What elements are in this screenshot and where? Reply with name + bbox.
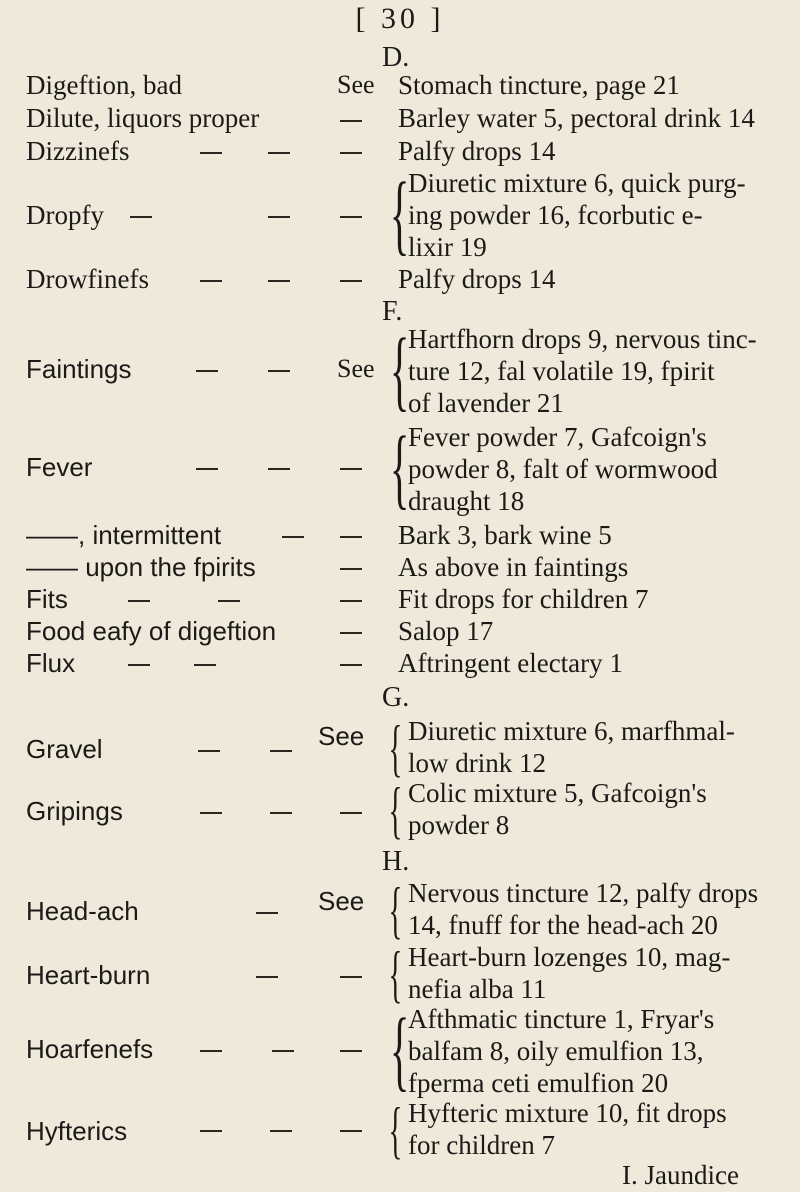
ditto-dash: [218, 600, 240, 602]
ditto-dash: [256, 912, 278, 914]
index-term: Hyfterics: [26, 1116, 128, 1146]
index-reference: fperma ceti emulfion 20: [408, 1068, 669, 1098]
index-reference: low drink 12: [408, 748, 546, 778]
ditto-dash: [340, 664, 362, 666]
page-number: [ 30 ]: [355, 2, 445, 35]
index-reference: lixir 19: [408, 232, 487, 262]
index-term: Hoarfenefs: [26, 1034, 154, 1064]
index-reference: balfam 8, oily emulfion 13,: [408, 1036, 704, 1066]
ditto-dash: [340, 536, 362, 538]
ditto-dash: [268, 152, 290, 154]
index-term: Dilute, liquors proper: [26, 103, 260, 133]
ditto-dash: [340, 1050, 362, 1052]
index-term: Fits: [26, 584, 68, 614]
brace-icon: {: [389, 419, 410, 518]
index-reference: Salop 17: [398, 616, 494, 646]
index-term: Food eafy of digeftion: [26, 616, 277, 646]
ditto-dash: [270, 1130, 292, 1132]
ditto-dash: [200, 1050, 222, 1052]
section-letter-d: D.: [382, 42, 410, 73]
index-reference: ture 12, fal volatile 19, fpirit: [408, 356, 715, 386]
index-reference: Diuretic mixture 6, quick purg-: [408, 168, 746, 198]
ditto-dash: [256, 976, 278, 978]
section-letter-h: H.: [382, 846, 410, 877]
ditto-dash: [200, 152, 222, 154]
index-term: Faintings: [26, 354, 132, 384]
ditto-dash: [270, 750, 292, 752]
ditto-dash: [128, 664, 150, 666]
index-reference: for children 7: [408, 1130, 555, 1160]
ditto-dash: [200, 280, 222, 282]
see-label: See: [318, 721, 365, 751]
index-reference: Palfy drops 14: [398, 136, 556, 166]
index-reference: Nervous tincture 12, palfy drops: [408, 878, 759, 908]
ditto-dash: [196, 468, 218, 470]
index-reference: As above in faintings: [398, 552, 629, 582]
ditto-dash: [130, 216, 152, 218]
index-reference: Aftringent electary 1: [398, 648, 623, 678]
brace-icon: {: [388, 1094, 403, 1165]
index-term: Dropfy: [26, 200, 104, 230]
index-reference: Palfy drops 14: [398, 264, 556, 294]
catchword: I. Jaundice: [622, 1160, 739, 1190]
see-label: See: [318, 886, 365, 916]
ditto-dash: [340, 152, 362, 154]
index-term: Digeftion, bad: [26, 70, 182, 100]
see-label: See: [337, 70, 375, 99]
brace-icon: {: [388, 774, 403, 845]
ditto-dash: [128, 600, 150, 602]
brace-icon: {: [388, 712, 403, 783]
index-term: Flux: [26, 648, 76, 678]
ditto-dash: [268, 216, 290, 218]
ditto-dash: [282, 536, 304, 538]
index-reference: of lavender 21: [408, 388, 564, 418]
section-letter-g: G.: [382, 682, 410, 713]
index-reference: Fit drops for children 7: [398, 584, 649, 614]
index-reference: 14, fnuff for the head-ach 20: [408, 910, 718, 940]
ditto-dash: [340, 568, 362, 570]
ditto-dash: [196, 370, 218, 372]
ditto-dash: [340, 280, 362, 282]
index-term: Fever: [26, 452, 93, 482]
index-reference: Fever powder 7, Gafcoign's: [408, 422, 707, 452]
index-term: Heart-burn: [26, 960, 151, 990]
ditto-dash: [200, 1130, 222, 1132]
index-reference: Hartfhorn drops 9, nervous tinc-: [408, 324, 757, 354]
index-term: Gripings: [26, 796, 123, 826]
ditto-dash: [268, 280, 290, 282]
index-reference: Afthmatic tincture 1, Fryar's: [408, 1004, 715, 1034]
ditto-dash: [340, 600, 362, 602]
index-reference: Heart-burn lozenges 10, mag-: [408, 942, 731, 972]
index-term: —— upon the fpirits: [26, 552, 256, 582]
index-reference: ing powder 16, fcorbutic e-: [408, 200, 703, 230]
ditto-dash: [340, 120, 362, 122]
ditto-dash: [340, 632, 362, 634]
ditto-dash: [340, 216, 362, 218]
ditto-dash: [268, 468, 290, 470]
index-reference: Stomach tincture, page 21: [398, 70, 680, 100]
index-term: Dizzinefs: [26, 136, 130, 166]
index-reference: Bark 3, bark wine 5: [398, 520, 612, 550]
ditto-dash: [200, 812, 222, 814]
index-term: ——, intermittent: [26, 520, 222, 550]
see-label: See: [337, 354, 375, 383]
ditto-dash: [194, 664, 216, 666]
ditto-dash: [340, 812, 362, 814]
index-term: Drowfinefs: [26, 264, 149, 294]
ditto-dash: [340, 1130, 362, 1132]
index-reference: powder 8: [408, 810, 510, 840]
ditto-dash: [340, 976, 362, 978]
brace-icon: {: [388, 938, 403, 1009]
section-letter-f: F.: [382, 296, 403, 327]
ditto-dash: [272, 1050, 294, 1052]
index-reference: Diuretic mixture 6, marfhmal-: [408, 716, 735, 746]
index-reference: Colic mixture 5, Gafcoign's: [408, 778, 707, 808]
index-reference: Barley water 5, pectoral drink 14: [398, 103, 755, 133]
index-reference: powder 8, falt of wormwood: [408, 454, 718, 484]
brace-icon: {: [389, 165, 410, 264]
ditto-dash: [198, 750, 220, 752]
index-reference: nefia alba 11: [408, 974, 547, 1004]
index-term: Head-ach: [26, 896, 139, 926]
brace-icon: {: [389, 1001, 410, 1100]
ditto-dash: [268, 370, 290, 372]
ditto-dash: [270, 812, 292, 814]
brace-icon: {: [389, 321, 410, 420]
ditto-dash: [340, 468, 362, 470]
index-term: Gravel: [26, 734, 103, 764]
brace-icon: {: [388, 874, 403, 945]
index-reference: draught 18: [408, 486, 525, 516]
index-reference: Hyfteric mixture 10, fit drops: [408, 1098, 727, 1128]
